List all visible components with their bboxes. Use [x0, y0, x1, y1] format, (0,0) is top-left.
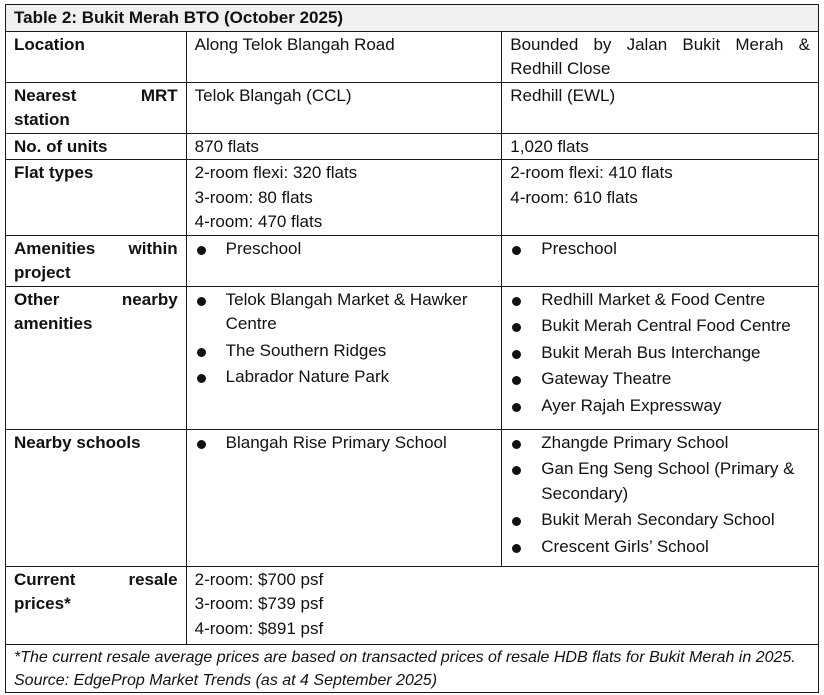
list-item-text: Telok Blangah Market & Hawker	[225, 289, 468, 309]
row-label-schools: Nearby schools	[6, 429, 187, 566]
row-label-line1	[14, 288, 178, 313]
list-item-text-cont: Secondary)	[541, 483, 629, 503]
list-item-text: The Southern Ridges	[225, 340, 387, 360]
cell-mrt-b: Redhill (EWL)	[502, 82, 819, 133]
table-title: Table 2: Bukit Merah BTO (October 2025)	[6, 5, 819, 32]
table-row-units	[6, 133, 819, 160]
row-label-word: Amenities	[14, 238, 96, 258]
list-item-text: Bukit Merah Secondary School	[541, 510, 775, 529]
list-item	[510, 314, 810, 339]
list-item	[195, 431, 494, 456]
flat-type-item: 2-room flexi: 320 flats	[194, 163, 358, 182]
bullet-dot-icon	[197, 246, 206, 255]
cell-amenities-within-a	[186, 235, 502, 286]
list-item-text: Gan Eng Seng School (Primary &	[541, 459, 795, 478]
list-item	[510, 508, 810, 533]
row-label-line1	[14, 568, 178, 593]
list-item	[510, 237, 810, 262]
list-item	[195, 339, 494, 364]
cell-units-b: 1,020 flats	[502, 133, 819, 160]
bullet-list	[510, 288, 810, 419]
cell-schools-a	[186, 429, 502, 566]
list-item	[510, 457, 810, 506]
row-label-word: MRT	[140, 85, 178, 105]
bullet-dot-icon	[197, 348, 206, 357]
row-label-flat-types: Flat types	[6, 160, 187, 236]
table-row-schools	[6, 429, 819, 566]
row-label-location	[6, 31, 187, 82]
list-item	[510, 535, 810, 560]
row-label-mrt	[6, 82, 187, 133]
bullet-list	[510, 237, 810, 262]
list-item	[510, 288, 810, 313]
location-b-line2: Redhill Close	[510, 59, 611, 78]
flat-type-item: 4-room: 610 flats	[510, 187, 638, 207]
row-label-word: nearby	[121, 289, 178, 309]
list-item-text: Labrador Nature Park	[225, 367, 390, 386]
bullet-dot-icon	[512, 323, 521, 332]
row-label-line1	[14, 84, 178, 109]
list-item	[510, 341, 810, 366]
cell-mrt-a: Telok Blangah (CCL)	[186, 82, 502, 133]
row-label-word: Current	[14, 569, 76, 589]
bullet-list	[510, 431, 810, 560]
list-item-text: Crescent Girls’ School	[541, 536, 709, 556]
list-item-text-cont: Centre	[225, 314, 277, 333]
bullet-dot-icon	[512, 297, 521, 306]
flat-type-item: 3-room: 80 flats	[194, 187, 313, 207]
cell-schools-b	[502, 429, 819, 566]
title-row	[6, 5, 819, 32]
table-row-resale-prices	[6, 566, 819, 644]
row-label-line1	[14, 237, 178, 262]
resale-price-item: 4-room: $891 psf	[194, 618, 324, 638]
row-label-line2: project	[14, 263, 71, 282]
flat-type-item: 4-room: 470 flats	[194, 212, 323, 231]
footnote-row	[6, 644, 819, 692]
list-item	[510, 367, 810, 392]
bullet-dot-icon	[512, 376, 521, 385]
list-item-text: Redhill Market & Food Centre	[541, 289, 766, 309]
row-label-word: within	[128, 238, 178, 258]
table-row-other-amenities	[6, 286, 819, 429]
flat-type-item: 2-room flexi: 410 flats	[510, 163, 673, 182]
list-item-text: Ayer Rajah Expressway	[541, 395, 722, 415]
bullet-dot-icon	[197, 374, 206, 383]
bullet-dot-icon	[197, 440, 206, 449]
list-item-text: Blangah Rise Primary School	[225, 432, 447, 452]
resale-price-item: 2-room: $700 psf	[194, 569, 324, 589]
list-item-text: Preschool	[225, 238, 302, 258]
bullet-dot-icon	[512, 350, 521, 359]
row-label-word: Other	[14, 289, 60, 309]
list-item-text: Bukit Merah Bus Interchange	[541, 342, 761, 362]
cell-other-amenities-a	[186, 286, 502, 429]
cell-amenities-within-b	[502, 235, 819, 286]
bto-comparison-table	[5, 4, 819, 693]
list-item	[510, 431, 810, 456]
bullet-dot-icon	[512, 517, 521, 526]
bullet-list	[195, 431, 494, 456]
row-label-text: Location	[14, 34, 85, 54]
table-row-location	[6, 31, 819, 82]
row-label-line2: prices*	[14, 594, 71, 613]
resale-price-item: 3-room: $739 psf	[194, 594, 324, 613]
bullet-dot-icon	[512, 544, 521, 553]
row-label-line2: amenities	[14, 314, 93, 333]
list-item	[510, 394, 810, 419]
row-label-resale-prices	[6, 566, 187, 644]
list-item-text: Bukit Merah Central Food Centre	[541, 316, 791, 335]
bullet-dot-icon	[512, 440, 521, 449]
row-label-units: No. of units	[6, 133, 187, 160]
table-row-amenities-within	[6, 235, 819, 286]
list-item	[195, 365, 494, 390]
location-b-line1: Bounded by Jalan Bukit Merah &	[510, 34, 810, 54]
row-label-word: Nearest	[14, 85, 77, 105]
list-item	[195, 237, 494, 262]
cell-resale-prices	[186, 566, 818, 644]
row-label-amenities-within	[6, 235, 187, 286]
bullet-list	[195, 288, 494, 390]
table-row-flat-types	[6, 160, 819, 236]
cell-units-a: 870 flats	[186, 133, 502, 160]
source-text: Source: EdgeProp Market Trends (as at 4 September 2025)	[14, 671, 438, 689]
row-label-other-amenities	[6, 286, 187, 429]
cell-location-a: Along Telok Blangah Road	[186, 31, 502, 82]
table-row-mrt	[6, 82, 819, 133]
cell-other-amenities-b	[502, 286, 819, 429]
list-item-text: Zhangde Primary School	[541, 432, 729, 452]
row-label-line2: station	[14, 110, 70, 129]
bullet-dot-icon	[512, 403, 521, 412]
row-label-word: resale	[128, 569, 178, 589]
list-item-text: Preschool	[541, 238, 617, 258]
list-item	[195, 288, 494, 337]
bullet-dot-icon	[512, 466, 521, 475]
bullet-dot-icon	[512, 246, 521, 255]
bullet-list	[195, 237, 494, 262]
cell-location-b	[502, 31, 819, 82]
bullet-dot-icon	[197, 297, 206, 306]
footnote	[6, 644, 819, 692]
footnote-text: *The current resale average prices are based on transacted prices of resale HDB flats for Bukit Merah in 2025.	[14, 648, 796, 666]
list-item-text: Gateway Theatre	[541, 369, 672, 388]
cell-flat-types-a	[186, 160, 502, 236]
cell-flat-types-b	[502, 160, 819, 236]
